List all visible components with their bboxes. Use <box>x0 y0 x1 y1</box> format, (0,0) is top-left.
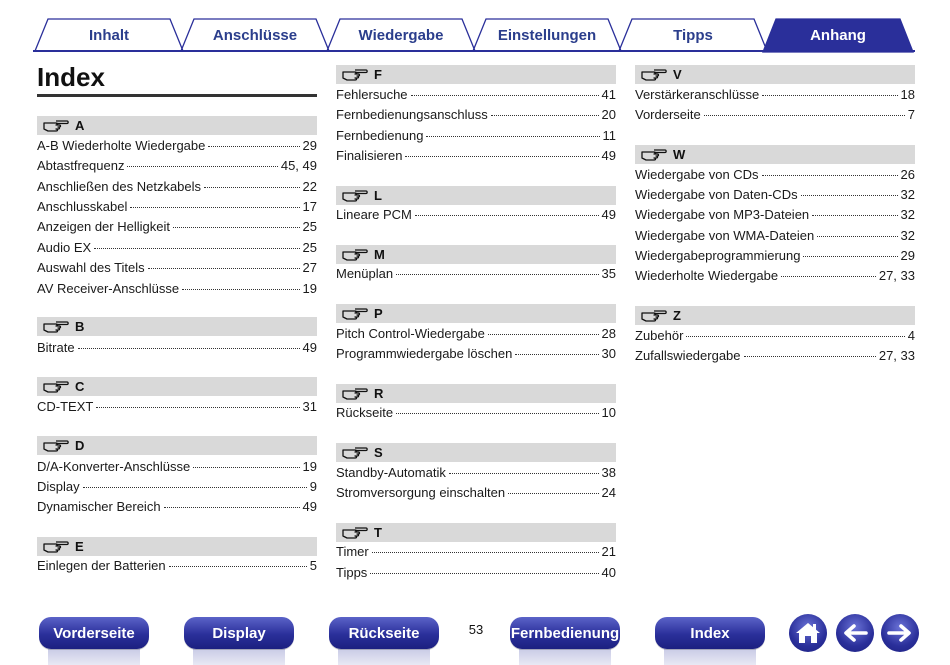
entry-label: CD-TEXT <box>37 399 94 414</box>
entry-label: Finalisieren <box>336 148 403 163</box>
index-entry[interactable] <box>635 167 915 187</box>
entry-page: 5 <box>309 558 317 573</box>
index-entry[interactable] <box>37 138 317 158</box>
index-entry[interactable] <box>635 207 915 227</box>
entry-page: 49 <box>601 148 616 163</box>
entry-label: Fehlersuche <box>336 87 408 102</box>
entry-page: 24 <box>601 485 616 500</box>
leader-dots <box>148 268 300 269</box>
entry-page: 32 <box>900 187 915 202</box>
entry-label: Anzeigen der Helligkeit <box>37 219 170 234</box>
entry-label: Auswahl des Titels <box>37 260 145 275</box>
leader-dots <box>204 187 300 188</box>
index-entry[interactable] <box>336 485 616 505</box>
entry-label: Zufallswiedergabe <box>635 348 741 363</box>
section-header-c <box>37 377 317 396</box>
leader-dots <box>372 552 599 553</box>
entry-page: 19 <box>302 459 317 474</box>
index-entry[interactable] <box>635 248 915 268</box>
index-entry[interactable] <box>37 219 317 239</box>
pointing-hand-icon <box>641 148 667 161</box>
leader-dots <box>762 95 897 96</box>
section-letter: W <box>673 147 686 162</box>
leader-dots <box>396 274 598 275</box>
section-header-p <box>336 304 616 323</box>
entry-label: Anschlusskabel <box>37 199 128 214</box>
pointing-hand-icon <box>641 68 667 81</box>
entry-label: Timer <box>336 544 369 559</box>
index-entry[interactable] <box>37 340 317 360</box>
entry-page: 28 <box>601 326 616 341</box>
leader-dots <box>96 407 299 408</box>
index-entry[interactable] <box>336 544 616 564</box>
entry-label: Wiedergabe von CDs <box>635 167 759 182</box>
index-entry[interactable] <box>37 558 317 578</box>
entry-page: 19 <box>302 281 317 296</box>
entry-label: Dynamischer Bereich <box>37 499 161 514</box>
entry-page: 49 <box>302 340 317 355</box>
entry-label: Pitch Control-Wiedergabe <box>336 326 485 341</box>
index-entry[interactable] <box>336 107 616 127</box>
entry-label: Fernbedienungsanschluss <box>336 107 488 122</box>
arrow-left-icon <box>842 623 868 643</box>
entry-page: 25 <box>302 240 317 255</box>
leader-dots <box>130 207 299 208</box>
pointing-hand-icon <box>342 387 368 400</box>
index-entry[interactable] <box>37 179 317 199</box>
index-entry[interactable] <box>336 326 616 346</box>
nav-button-reflection <box>338 649 430 665</box>
entry-page: 30 <box>601 346 616 361</box>
pointing-hand-icon <box>43 380 69 393</box>
entry-label: Wiedergabe von Daten-CDs <box>635 187 798 202</box>
index-entry[interactable] <box>336 565 616 585</box>
entry-page: 31 <box>302 399 317 414</box>
arrow-right-icon <box>887 623 913 643</box>
entry-page: 45, 49 <box>280 158 317 173</box>
index-entry[interactable] <box>37 260 317 280</box>
section-header-l <box>336 186 616 205</box>
page-title: Index <box>37 62 105 92</box>
forward-button[interactable] <box>881 614 919 652</box>
entry-page: 40 <box>601 565 616 580</box>
index-entry[interactable] <box>37 158 317 178</box>
section-header-z <box>635 306 915 325</box>
section-letter: S <box>374 445 383 460</box>
leader-dots <box>370 573 598 574</box>
entry-page: 25 <box>302 219 317 234</box>
entry-page: 20 <box>601 107 616 122</box>
leader-dots <box>169 566 307 567</box>
nav-button-reflection <box>193 649 285 665</box>
tab-inhalt[interactable]: Inhalt <box>89 26 129 44</box>
leader-dots <box>801 195 898 196</box>
back-button[interactable] <box>836 614 874 652</box>
entry-page: 27 <box>302 260 317 275</box>
entry-label: D/A-Konverter-Anschlüsse <box>37 459 191 474</box>
leader-dots <box>396 413 598 414</box>
leader-dots <box>78 348 300 349</box>
leader-dots <box>83 487 307 488</box>
leader-dots <box>94 248 299 249</box>
section-letter: P <box>374 306 383 321</box>
index-entry[interactable] <box>37 459 317 479</box>
entry-page: 27, 33 <box>878 348 915 363</box>
index-entry[interactable] <box>37 499 317 519</box>
pointing-hand-icon <box>43 320 69 333</box>
entry-page: 4 <box>907 328 915 343</box>
entry-page: 29 <box>302 138 317 153</box>
section-letter: B <box>75 319 85 334</box>
entry-page: 35 <box>601 266 616 281</box>
leader-dots <box>686 336 904 337</box>
section-header-s <box>336 443 616 462</box>
index-entry[interactable] <box>336 148 616 168</box>
section-letter: F <box>374 67 382 82</box>
index-entry[interactable] <box>336 128 616 148</box>
leader-dots <box>508 493 598 494</box>
entry-label: Wiederholte Wiedergabe <box>635 268 779 283</box>
section-header-f <box>336 65 616 84</box>
index-entry[interactable] <box>635 187 915 207</box>
index-entry[interactable] <box>37 240 317 260</box>
section-letter: A <box>75 118 85 133</box>
index-entry[interactable] <box>37 399 317 419</box>
leader-dots <box>449 473 599 474</box>
entry-page: 32 <box>900 228 915 243</box>
pointing-hand-icon <box>342 189 368 202</box>
leader-dots <box>491 115 599 116</box>
index-entry[interactable] <box>336 266 616 286</box>
entry-label: Audio EX <box>37 240 92 255</box>
tab-einstellungen[interactable]: Einstellungen <box>497 26 597 44</box>
entry-page: 49 <box>601 207 616 222</box>
entry-page: 32 <box>900 207 915 222</box>
tab-wiedergabe[interactable]: Wiedergabe <box>358 26 444 44</box>
entry-page: 10 <box>601 405 616 420</box>
leader-dots <box>812 215 897 216</box>
section-letter: V <box>673 67 682 82</box>
pointing-hand-icon <box>43 119 69 132</box>
index-entry[interactable] <box>635 228 915 248</box>
entry-label: Lineare PCM <box>336 207 412 222</box>
vorderseite-button[interactable]: Vorderseite <box>39 617 149 649</box>
entry-page: 41 <box>601 87 616 102</box>
section-header-t <box>336 523 616 542</box>
display-button[interactable]: Display <box>184 617 294 649</box>
section-header-a <box>37 116 317 135</box>
section-header-e <box>37 537 317 556</box>
section-header-b <box>37 317 317 336</box>
entry-label: Zubehör <box>635 328 684 343</box>
index-entry[interactable] <box>635 328 915 348</box>
index-entry[interactable] <box>336 207 616 227</box>
leader-dots <box>164 507 300 508</box>
section-letter: D <box>75 438 85 453</box>
index-button[interactable]: Index <box>655 617 765 649</box>
tab-anschluesse[interactable]: Anschlüsse <box>212 26 298 44</box>
entry-label: Wiedergabe von WMA-Dateien <box>635 228 815 243</box>
nav-button-reflection <box>48 649 140 665</box>
entry-page: 49 <box>302 499 317 514</box>
leader-dots <box>127 166 277 167</box>
entry-label: Einlegen der Batterien <box>37 558 166 573</box>
leader-dots <box>415 215 599 216</box>
top-tab-bar <box>0 0 950 56</box>
index-entry[interactable] <box>37 199 317 219</box>
pointing-hand-icon <box>342 526 368 539</box>
index-entry[interactable] <box>336 87 616 107</box>
entry-label: Menüplan <box>336 266 394 281</box>
entry-page: 9 <box>309 479 317 494</box>
section-header-m <box>336 245 616 264</box>
index-entry[interactable] <box>635 268 915 288</box>
pointing-hand-icon <box>342 248 368 261</box>
entry-label: Abtastfrequenz <box>37 158 125 173</box>
entry-label: AV Receiver-Anschlüsse <box>37 281 180 296</box>
entry-label: Vorderseite <box>635 107 701 122</box>
entry-label: A-B Wiederholte Wiedergabe <box>37 138 206 153</box>
index-entry[interactable] <box>635 87 915 107</box>
index-entry[interactable] <box>37 281 317 301</box>
leader-dots <box>488 334 599 335</box>
section-header-r <box>336 384 616 403</box>
leader-dots <box>704 115 905 116</box>
entry-label: Fernbedienung <box>336 128 424 143</box>
home-button[interactable] <box>789 614 827 652</box>
section-letter: Z <box>673 308 681 323</box>
entry-label: Verstärkeranschlüsse <box>635 87 760 102</box>
entry-label: Stromversorgung einschalten <box>336 485 506 500</box>
fernbedienung-button[interactable]: Fernbedienung <box>510 617 620 649</box>
leader-dots <box>193 467 299 468</box>
page-number: 53 <box>468 622 484 637</box>
leader-dots <box>405 156 598 157</box>
section-letter: C <box>75 379 85 394</box>
pointing-hand-icon <box>43 540 69 553</box>
entry-label: Wiedergabeprogrammierung <box>635 248 801 263</box>
index-entry[interactable] <box>635 348 915 368</box>
pointing-hand-icon <box>43 439 69 452</box>
section-letter: E <box>75 539 84 554</box>
leader-dots <box>426 136 599 137</box>
entry-page: 29 <box>900 248 915 263</box>
nav-button-reflection <box>519 649 611 665</box>
leader-dots <box>817 236 897 237</box>
pointing-hand-icon <box>641 309 667 322</box>
entry-page: 27, 33 <box>878 268 915 283</box>
home-icon <box>795 621 821 645</box>
section-letter: T <box>374 525 382 540</box>
entry-label: Programmwiedergabe löschen <box>336 346 513 361</box>
pointing-hand-icon <box>342 307 368 320</box>
leader-dots <box>744 356 876 357</box>
entry-page: 26 <box>900 167 915 182</box>
index-entry[interactable] <box>336 405 616 425</box>
nav-button-reflection <box>664 649 756 665</box>
leader-dots <box>803 256 897 257</box>
leader-dots <box>208 146 299 147</box>
leader-dots <box>515 354 598 355</box>
index-entry[interactable] <box>37 479 317 499</box>
leader-dots <box>781 276 876 277</box>
entry-page: 18 <box>900 87 915 102</box>
section-header-w <box>635 145 915 164</box>
entry-label: Bitrate <box>37 340 75 355</box>
index-entry[interactable] <box>635 107 915 127</box>
leader-dots <box>173 227 300 228</box>
section-header-d <box>37 436 317 455</box>
tab-anhang[interactable]: Anhang <box>810 26 866 44</box>
leader-dots <box>762 175 898 176</box>
entry-label: Rückseite <box>336 405 394 420</box>
entry-label: Anschließen des Netzkabels <box>37 179 202 194</box>
entry-page: 7 <box>907 107 915 122</box>
entry-label: Wiedergabe von MP3-Dateien <box>635 207 810 222</box>
entry-page: 22 <box>302 179 317 194</box>
index-entry[interactable] <box>336 465 616 485</box>
pointing-hand-icon <box>342 446 368 459</box>
section-letter: M <box>374 247 385 262</box>
pointing-hand-icon <box>342 68 368 81</box>
section-letter: R <box>374 386 384 401</box>
rueckseite-button[interactable]: Rückseite <box>329 617 439 649</box>
entry-page: 21 <box>601 544 616 559</box>
section-letter: L <box>374 188 382 203</box>
leader-dots <box>182 289 299 290</box>
leader-dots <box>411 95 599 96</box>
section-header-v <box>635 65 915 84</box>
index-entry[interactable] <box>336 346 616 366</box>
title-underline <box>37 94 317 97</box>
entry-page: 17 <box>302 199 317 214</box>
entry-label: Standby-Automatik <box>336 465 446 480</box>
entry-page: 38 <box>601 465 616 480</box>
entry-label: Tipps <box>336 565 368 580</box>
tab-tipps[interactable]: Tipps <box>673 26 713 44</box>
entry-page: 11 <box>602 128 616 143</box>
entry-label: Display <box>37 479 80 494</box>
